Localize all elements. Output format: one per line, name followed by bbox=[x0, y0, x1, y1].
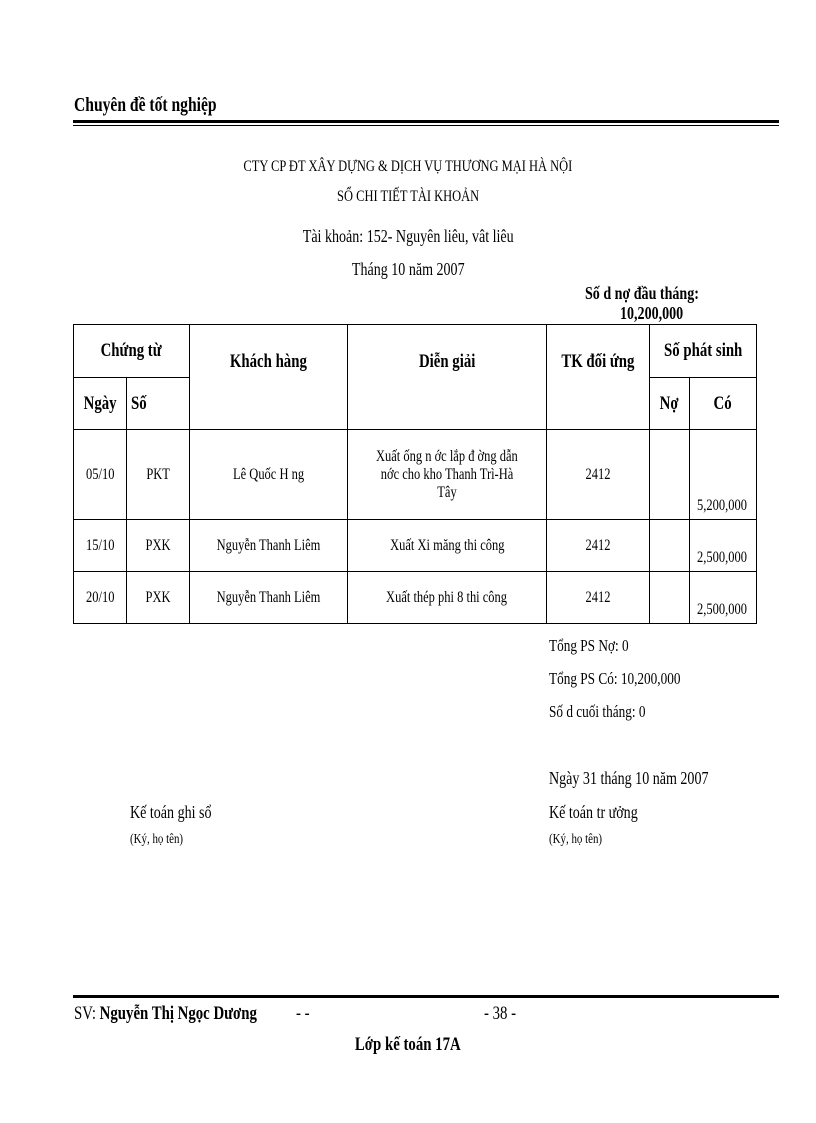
header-rule-thin bbox=[73, 125, 779, 126]
opening-balance-value: 10,200,000 bbox=[620, 303, 684, 323]
company-name: CTY CP ĐT XÂY DỰNG & DỊCH VỤ THƯƠNG MẠI HÀ NỘI bbox=[243, 158, 573, 175]
header-arising: Số phát sinh bbox=[650, 325, 757, 378]
row-date: 05/10 bbox=[74, 430, 127, 520]
row-description: Xuất thép phi 8 thi công bbox=[348, 572, 547, 624]
row-description: Xuất Xi măng thi công bbox=[348, 520, 547, 572]
row-debit bbox=[650, 520, 690, 572]
footer-student: SV: Nguyễn Thị Ngọc Dương bbox=[74, 1003, 257, 1024]
opening-balance-label: Số d nợ đầu tháng: bbox=[585, 283, 699, 303]
row-contra-account: 2412 bbox=[547, 520, 650, 572]
total-credit: Tổng PS Có: 10,200,000 bbox=[549, 669, 681, 688]
header-contra-account: TK đối ứng bbox=[547, 325, 650, 430]
table-row bbox=[74, 572, 757, 624]
row-number: PXK bbox=[127, 520, 190, 572]
header-description: Diễn giải bbox=[348, 325, 547, 430]
header-date: Ngày bbox=[74, 378, 127, 430]
row-customer: Nguyễn Thanh Liêm bbox=[190, 520, 348, 572]
header-customer: Khách hàng bbox=[190, 325, 348, 430]
row-date: 20/10 bbox=[74, 572, 127, 624]
signature-right-title: Kế toán tr ưởng bbox=[549, 802, 638, 822]
signature-date: Ngày 31 tháng 10 năm 2007 bbox=[549, 768, 709, 788]
account-name: Tài khoản: 152- Nguyên liêu, vât liêu bbox=[302, 226, 514, 246]
page-number: - 38 - bbox=[484, 1003, 517, 1024]
period: Tháng 10 năm 2007 bbox=[351, 259, 465, 279]
row-debit bbox=[650, 572, 690, 624]
row-credit: 2,500,000 bbox=[690, 520, 757, 572]
row-number: PKT bbox=[127, 430, 190, 520]
header-rule-thick bbox=[73, 120, 779, 123]
total-debit: Tổng PS Nợ: 0 bbox=[549, 636, 629, 655]
ledger-title: SỔ CHI TIẾT TÀI KHOẢN bbox=[336, 188, 480, 205]
header-credit: Có bbox=[690, 378, 757, 430]
signature-left-note: (Ký, họ tên) bbox=[130, 832, 184, 847]
table-row bbox=[74, 520, 757, 572]
footer-rule bbox=[73, 995, 779, 998]
ledger-table bbox=[73, 324, 757, 624]
row-credit: 2,500,000 bbox=[690, 572, 757, 624]
row-date: 15/10 bbox=[74, 520, 127, 572]
page-header-title: Chuyên đề tốt nghiệp bbox=[74, 94, 217, 116]
table-row bbox=[74, 430, 757, 520]
signature-right-note: (Ký, họ tên) bbox=[549, 832, 603, 847]
footer-dashes: - - bbox=[296, 1003, 310, 1024]
row-customer: Lê Quốc H ng bbox=[190, 430, 348, 520]
header-number: Số bbox=[127, 378, 190, 430]
row-customer: Nguyễn Thanh Liêm bbox=[190, 572, 348, 624]
row-contra-account: 2412 bbox=[547, 572, 650, 624]
row-number: PXK bbox=[127, 572, 190, 624]
row-contra-account: 2412 bbox=[547, 430, 650, 520]
row-debit bbox=[650, 430, 690, 520]
row-description: Xuất ống n ớc lắp đ ờng dẫn nớc cho kho Thanh Trì-Hà Tây bbox=[348, 430, 547, 520]
closing-balance: Số d cuối tháng: 0 bbox=[549, 702, 646, 721]
footer-class: Lớp kế toán 17A bbox=[355, 1034, 461, 1055]
signature-left-title: Kế toán ghi sổ bbox=[130, 802, 212, 822]
row-credit: 5,200,000 bbox=[690, 430, 757, 520]
header-debit: Nợ bbox=[650, 378, 690, 430]
header-voucher: Chứng từ bbox=[74, 325, 190, 378]
